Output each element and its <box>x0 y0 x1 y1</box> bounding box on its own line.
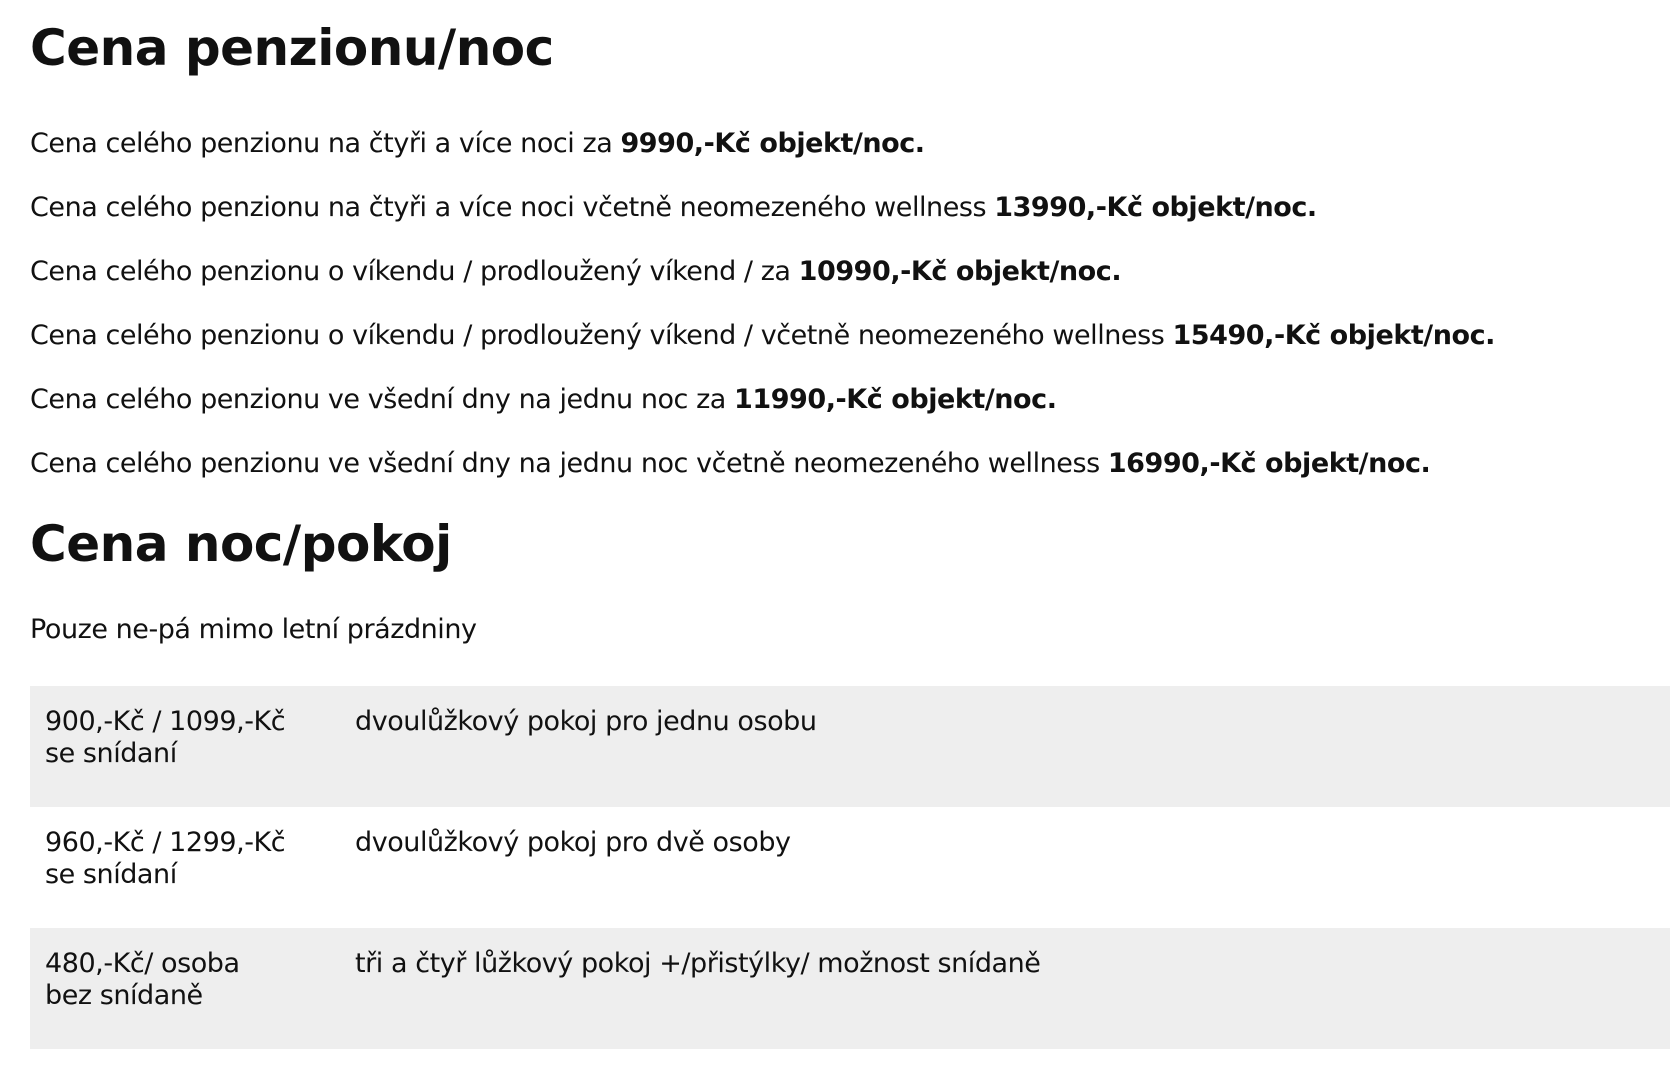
price-line-weekend <box>30 254 1121 290</box>
price-line-four-plus-nights-wellness <box>30 190 1317 226</box>
price-line-weekday-wellness <box>30 446 1430 482</box>
room-price-note: se snídaní <box>45 738 177 769</box>
availability-note: Pouze ne-pá mimo letní prázdniny <box>30 614 477 645</box>
price-line-amount: 11990,-Kč objekt/noc. <box>734 384 1057 415</box>
room-price: 480,-Kč/ osoba <box>45 948 240 979</box>
room-description: dvoulůžkový pokoj pro jednu osobu <box>341 686 1670 807</box>
price-line-text: Cena celého penzionu na čtyři a více noci včetně neomezeného wellness <box>30 192 995 223</box>
price-line-weekend-wellness <box>30 318 1495 354</box>
price-line-amount: 13990,-Kč objekt/noc. <box>994 192 1317 223</box>
price-line-text: Cena celého penzionu o víkendu / prodloužený víkend / včetně neomezeného wellness <box>30 320 1173 351</box>
room-price-cell <box>30 807 341 928</box>
price-line-text: Cena celého penzionu na čtyři a více noci za <box>30 128 621 159</box>
price-line-amount: 9990,-Kč objekt/noc. <box>620 128 925 159</box>
room-price-cell <box>30 928 341 1049</box>
room-description: dvoulůžkový pokoj pro dvě osoby <box>341 807 1670 928</box>
table-row <box>30 807 1670 928</box>
room-price-table <box>30 686 1670 1049</box>
table-row <box>30 686 1670 807</box>
room-price-note: bez snídaně <box>45 980 203 1011</box>
price-line-weekday <box>30 382 1057 418</box>
heading-room-price: Cena noc/pokoj <box>30 515 452 573</box>
price-line-text: Cena celého penzionu o víkendu / prodloužený víkend / za <box>30 256 799 287</box>
price-line-amount: 10990,-Kč objekt/noc. <box>798 256 1122 287</box>
room-price: 900,-Kč / 1099,-Kč <box>45 706 286 737</box>
table-row <box>30 928 1670 1049</box>
price-line-text: Cena celého penzionu ve všední dny na jednu noc za <box>30 384 735 415</box>
price-line-four-plus-nights <box>30 126 925 162</box>
price-line-text: Cena celého penzionu ve všední dny na jednu noc včetně neomezeného wellness <box>30 448 1108 479</box>
room-description: tři a čtyř lůžkový pokoj +/přistýlky/ možnost snídaně <box>341 928 1670 1049</box>
heading-full-pension-price: Cena penzionu/noc <box>30 19 554 77</box>
price-line-amount: 16990,-Kč objekt/noc. <box>1107 448 1431 479</box>
room-price: 960,-Kč / 1299,-Kč <box>45 827 286 858</box>
price-line-amount: 15490,-Kč objekt/noc. <box>1172 320 1495 351</box>
room-price-cell <box>30 686 341 807</box>
room-price-note: se snídaní <box>45 859 177 890</box>
